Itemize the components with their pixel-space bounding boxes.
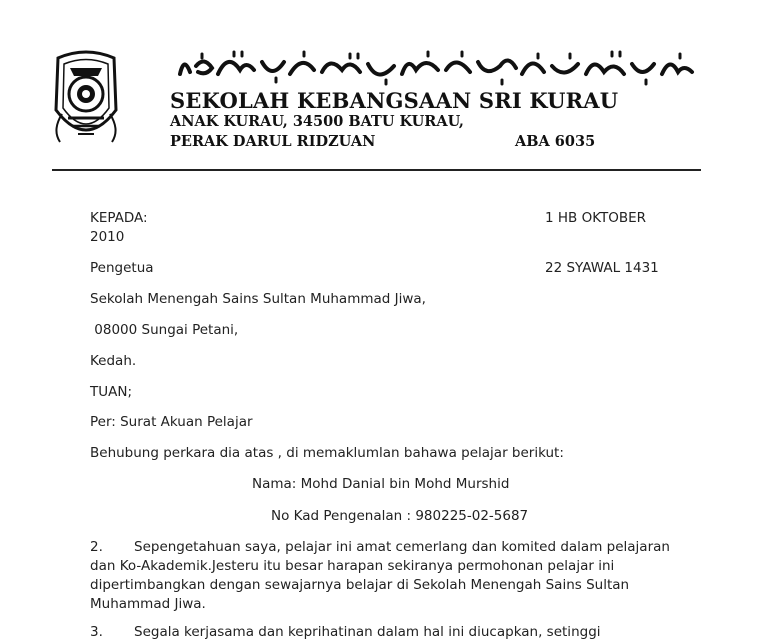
date-gregorian: 1 HB OKTOBER [545,210,647,226]
intro-paragraph: Behubung perkara dia atas , di memaklumlan bahawa pelajar berikut: [90,445,564,461]
school-name: SEKOLAH KEBANGSAAN SRI KURAU [170,88,619,113]
salutation: TUAN; [90,384,133,400]
recipient-state: Kedah. [90,353,137,369]
para3-number: 3. [90,624,103,640]
date-gregorian-year: 2010 [90,229,125,245]
school-name-jawi-script [172,44,700,86]
recipient-school: Sekolah Menengah Sains Sultan Muhammad Jiwa, [90,291,426,307]
to-label: KEPADA: [90,210,148,226]
school-address-line1: ANAK KURAU, 34500 BATU KURAU, [170,113,464,130]
recipient-title: Pengetua [90,260,154,276]
school-crest-logo [48,50,124,148]
student-name: Nama: Mohd Danial bin Mohd Murshid [252,476,510,492]
recipient-postcode: 08000 Sungai Petani, [90,322,239,338]
school-code: ABA 6035 [515,133,596,150]
letterhead-divider [52,169,701,171]
school-address-line2: PERAK DARUL RIDZUAN [170,133,376,150]
student-ic-number: No Kad Pengenalan : 980225-02-5687 [271,508,529,524]
date-hijri: 22 SYAWAL 1431 [545,260,659,276]
para3-text: Segala kerjasama dan keprihatinan dalam hal ini diucapkan, setinggi [134,624,601,640]
para2-number: 2. [90,539,103,555]
subject-line: Per: Surat Akuan Pelajar [90,414,253,430]
para2-text: Sepengetahuan saya, pelajar ini amat cemerlang dan komited dalam pelajaran dan Ko-Akademik.Jesteru itu besar harapan sekiranya permohonan pelajar ini dipertimbangkan dengan sewajarnya belajar di Sekolah Menengah Sains Sultan Muhammad Jiwa. [90,539,670,612]
